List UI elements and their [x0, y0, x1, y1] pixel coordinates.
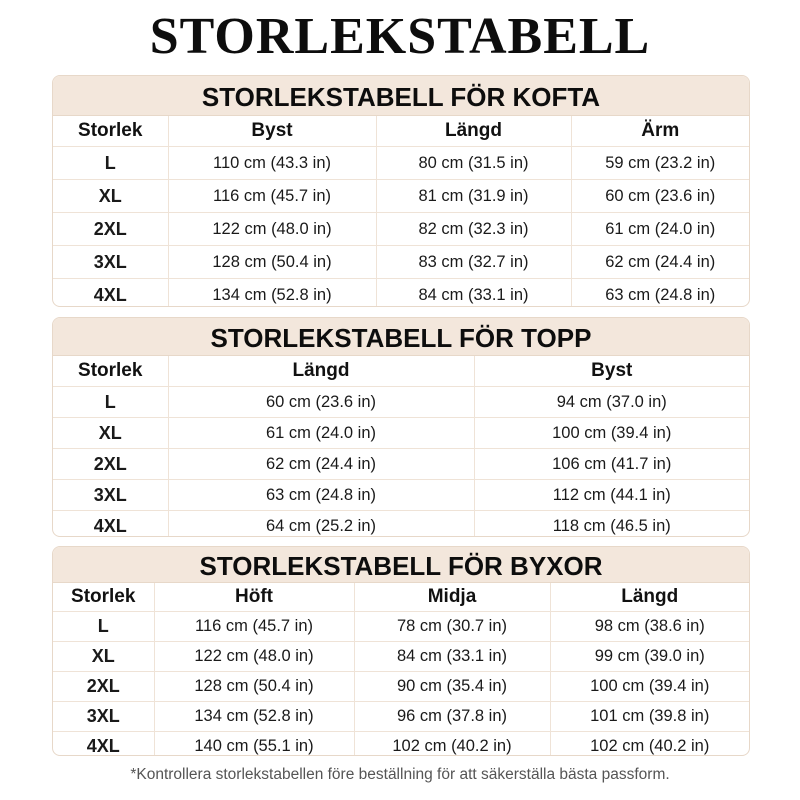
table-cell: 90 cm (35.4 in) [354, 672, 550, 702]
table-row [53, 180, 749, 213]
size-label: XL [53, 642, 154, 672]
table-cell: 80 cm (31.5 in) [376, 147, 571, 180]
size-label: 3XL [53, 480, 168, 511]
table-header-row [53, 116, 749, 147]
table-cell: 98 cm (38.6 in) [550, 612, 749, 642]
column-header-sleeve: Ärm [571, 116, 749, 147]
size-label: 4XL [53, 511, 168, 538]
table-cell: 134 cm (52.8 in) [168, 279, 376, 308]
table-cell: 63 cm (24.8 in) [605, 285, 716, 304]
table-cell: 99 cm (39.0 in) [550, 642, 749, 672]
table-row [53, 387, 749, 418]
footnote: *Kontrollera storlekstabellen före beställning för att säkerställa bästa passform. [130, 766, 670, 783]
table-cell: 100 cm (39.4 in) [550, 672, 749, 702]
size-table [53, 583, 749, 756]
table-row [53, 672, 749, 702]
column-header-length: Längd [168, 356, 474, 387]
table-heading: STORLEKSTABELL FÖR BYXOR [53, 547, 749, 583]
table-heading: STORLEKSTABELL FÖR KOFTA [53, 76, 749, 116]
table-cell: 60 cm (23.6 in) [168, 387, 474, 418]
table-row [53, 480, 749, 511]
page-title: STORLEKSTABELL [149, 8, 651, 65]
table-cell: 61 cm (24.0 in) [571, 213, 749, 246]
table-cell: 102 cm (40.2 in) [354, 732, 550, 757]
size-table-topp [52, 317, 750, 537]
table-row [53, 279, 749, 308]
column-header-hip: Höft [154, 583, 354, 612]
size-table [53, 356, 749, 537]
table-cell: 61 cm (24.0 in) [168, 418, 474, 449]
column-header-bust: Byst [474, 356, 749, 387]
table-cell: 134 cm (52.8 in) [154, 702, 354, 732]
size-label: L [53, 612, 154, 642]
size-label: XL [53, 180, 168, 213]
table-row [53, 147, 749, 180]
table-cell: 112 cm (44.1 in) [474, 480, 749, 511]
table-cell: 102 cm (40.2 in) [590, 737, 710, 755]
size-table-kofta [52, 75, 750, 307]
table-cell: 122 cm (48.0 in) [168, 213, 376, 246]
table-cell: 83 cm (32.7 in) [376, 246, 571, 279]
table-row [53, 642, 749, 672]
table-cell: 101 cm (39.8 in) [550, 702, 749, 732]
size-table [53, 116, 749, 307]
size-label: L [53, 387, 168, 418]
size-label: 2XL [53, 672, 154, 702]
size-table-byxor [52, 546, 750, 756]
table-row [53, 612, 749, 642]
column-header-size: Storlek [53, 356, 168, 387]
table-row [53, 418, 749, 449]
column-header-waist: Midja [354, 583, 550, 612]
table-cell: 78 cm (30.7 in) [354, 612, 550, 642]
table-row [53, 732, 749, 757]
size-label: 2XL [53, 213, 168, 246]
table-cell: 140 cm (55.1 in) [154, 732, 354, 757]
table-cell: 64 cm (25.2 in) [168, 511, 474, 538]
column-header-length: Längd [550, 583, 749, 612]
table-cell: 94 cm (37.0 in) [474, 387, 749, 418]
table-cell: 100 cm (39.4 in) [474, 418, 749, 449]
table-header-row [53, 583, 749, 612]
table-cell: 62 cm (24.4 in) [571, 246, 749, 279]
table-row [53, 213, 749, 246]
table-cell: 84 cm (33.1 in) [376, 279, 571, 308]
column-header-length: Längd [376, 116, 571, 147]
table-cell: 63 cm (24.8 in) [168, 480, 474, 511]
size-label: 2XL [53, 449, 168, 480]
table-cell: 81 cm (31.9 in) [376, 180, 571, 213]
column-header-bust: Byst [168, 116, 376, 147]
table-row [53, 246, 749, 279]
table-heading: STORLEKSTABELL FÖR TOPP [53, 318, 749, 356]
table-cell: 122 cm (48.0 in) [154, 642, 354, 672]
size-label: 3XL [53, 246, 168, 279]
table-header-row [53, 356, 749, 387]
table-cell: 82 cm (32.3 in) [376, 213, 571, 246]
table-cell: 116 cm (45.7 in) [154, 612, 354, 642]
table-cell: 128 cm (50.4 in) [168, 246, 376, 279]
size-label: 4XL [53, 732, 154, 757]
column-header-size: Storlek [53, 583, 154, 612]
table-cell: 110 cm (43.3 in) [168, 147, 376, 180]
table-cell: 84 cm (33.1 in) [354, 642, 550, 672]
column-header-size: Storlek [53, 116, 168, 147]
table-cell: 118 cm (46.5 in) [552, 516, 671, 535]
table-cell: 106 cm (41.7 in) [474, 449, 749, 480]
table-cell: 59 cm (23.2 in) [571, 147, 749, 180]
table-cell: 60 cm (23.6 in) [571, 180, 749, 213]
table-cell: 116 cm (45.7 in) [168, 180, 376, 213]
table-cell: 62 cm (24.4 in) [168, 449, 474, 480]
size-label: 4XL [53, 279, 168, 308]
table-cell: 96 cm (37.8 in) [354, 702, 550, 732]
table-row [53, 449, 749, 480]
size-label: XL [53, 418, 168, 449]
size-label: L [53, 147, 168, 180]
table-cell: 128 cm (50.4 in) [154, 672, 354, 702]
table-row [53, 702, 749, 732]
table-row [53, 511, 749, 538]
size-label: 3XL [53, 702, 154, 732]
